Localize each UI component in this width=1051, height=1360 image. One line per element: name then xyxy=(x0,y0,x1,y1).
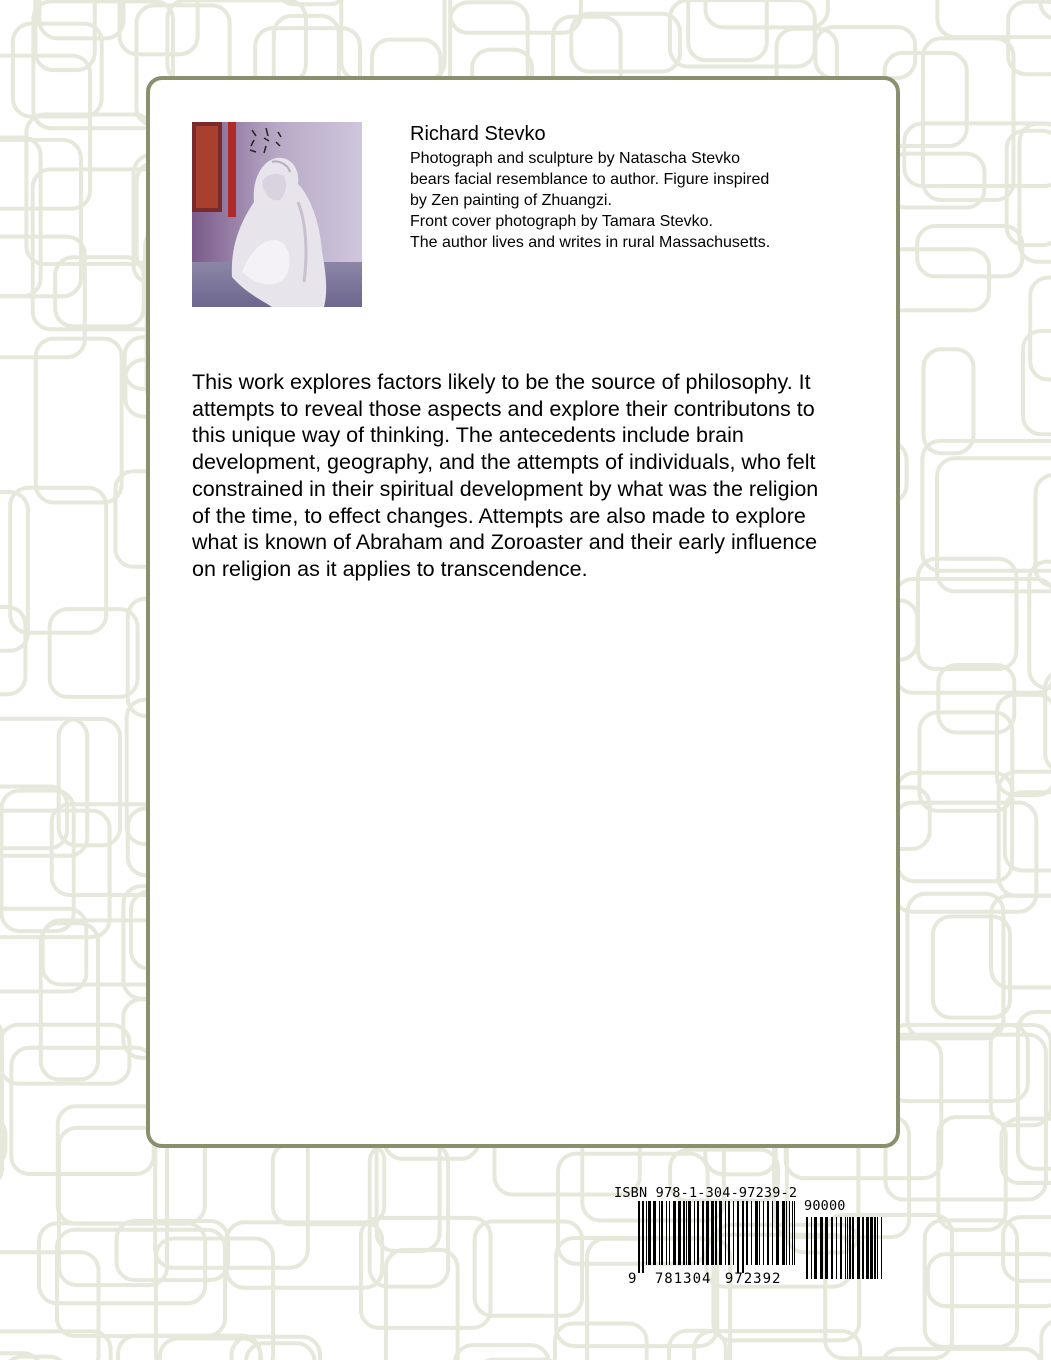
barcode-bar xyxy=(849,1217,851,1279)
barcode-bar xyxy=(786,1201,787,1265)
barcode-bar xyxy=(702,1201,704,1265)
barcode-bar xyxy=(776,1201,779,1265)
barcode-bar xyxy=(870,1217,873,1279)
pattern-shape xyxy=(997,695,1051,795)
author-credit-line: The author lives and writes in rural Massachusetts. xyxy=(410,234,771,251)
barcode-bar xyxy=(782,1201,785,1265)
author-credit-line: by Zen painting of Zhuangzi. xyxy=(410,192,612,209)
author-credit-line: Photograph and sculpture by Natascha Stevko xyxy=(410,150,740,167)
barcode-bar xyxy=(661,1201,663,1265)
barcode-bar xyxy=(772,1201,773,1265)
pattern-shape xyxy=(688,0,767,60)
pattern-shape xyxy=(670,0,815,66)
pattern-shape xyxy=(933,917,1010,1018)
barcode-bar xyxy=(725,1201,726,1265)
ean-right-digits: 972392 xyxy=(724,1271,782,1287)
barcode-bar xyxy=(852,1217,854,1279)
isbn-number: ISBN 978-1-304-97239-2 xyxy=(614,1185,798,1201)
barcode-bar xyxy=(866,1217,869,1279)
barcode-bar xyxy=(666,1201,667,1265)
isbn-barcode xyxy=(614,1185,890,1295)
barcode-bar xyxy=(733,1201,734,1265)
barcode-bar xyxy=(686,1201,687,1265)
barcode-bar xyxy=(836,1217,837,1279)
pattern-shape xyxy=(1001,1119,1051,1183)
barcode-bar xyxy=(737,1201,739,1273)
ean-first-digit: 9 xyxy=(628,1271,638,1287)
barcode-bar xyxy=(794,1201,795,1265)
barcode-bar xyxy=(706,1201,709,1265)
barcode-bar xyxy=(874,1217,876,1279)
barcode-bar xyxy=(742,1201,744,1273)
barcode-bar xyxy=(825,1217,828,1279)
pattern-shape xyxy=(11,1048,153,1174)
barcode-bar xyxy=(862,1217,864,1279)
pattern-shape xyxy=(167,0,306,82)
pattern-shape xyxy=(57,1230,225,1336)
ean-digits xyxy=(628,1271,781,1287)
pattern-shape xyxy=(273,1143,385,1225)
barcode-bar xyxy=(811,1217,812,1279)
pattern-shape xyxy=(50,609,138,697)
pattern-shape xyxy=(1020,124,1051,262)
pattern-shape xyxy=(55,257,144,326)
author-name: Richard Stevko xyxy=(410,123,546,145)
barcode-bar xyxy=(715,1201,717,1265)
pattern-shape xyxy=(1023,331,1051,434)
barcode-bar xyxy=(678,1201,681,1265)
barcode-bar xyxy=(831,1217,833,1279)
pattern-shape xyxy=(0,811,110,938)
barcode-bar xyxy=(877,1217,878,1279)
pattern-shape xyxy=(0,1252,99,1360)
barcode-bar xyxy=(673,1201,676,1265)
barcode-bar xyxy=(847,1217,848,1279)
pattern-shape xyxy=(39,0,123,38)
barcode-bar xyxy=(814,1217,817,1279)
barcode-bar xyxy=(638,1201,640,1273)
barcode-bar xyxy=(688,1201,691,1265)
barcode-bar xyxy=(653,1201,656,1265)
pattern-shape xyxy=(938,1117,1005,1230)
barcode-bar xyxy=(719,1201,722,1265)
ean-left-digits: 781304 xyxy=(654,1271,712,1287)
pattern-shape xyxy=(36,339,122,503)
pattern-shape xyxy=(571,14,680,72)
barcode-bar xyxy=(694,1201,695,1265)
barcode-bar xyxy=(755,1201,758,1265)
barcode-bar xyxy=(648,1201,651,1265)
barcode-bar xyxy=(669,1201,670,1265)
pattern-shape xyxy=(937,0,1051,37)
barcode-bar xyxy=(767,1201,769,1265)
pattern-shape xyxy=(1030,278,1051,380)
author-credit-line: bears facial resemblance to author. Figure inspired xyxy=(410,171,770,188)
author-bio xyxy=(410,122,850,253)
barcode-bar xyxy=(728,1201,730,1265)
pattern-shape xyxy=(0,1025,129,1084)
barcode-bar xyxy=(806,1217,808,1279)
barcode-bar xyxy=(789,1201,790,1265)
author-credit-line: Front cover photograph by Tamara Stevko. xyxy=(410,213,713,230)
barcode-bar xyxy=(697,1201,699,1265)
barcode-bar xyxy=(845,1217,846,1279)
price-addon-number: 90000 xyxy=(804,1198,846,1214)
pattern-shape xyxy=(555,1324,647,1360)
barcode-bar xyxy=(857,1217,860,1279)
pattern-shape xyxy=(120,0,198,54)
pattern-shape xyxy=(924,349,974,453)
barcode-bar xyxy=(840,1217,842,1279)
barcode-bar xyxy=(792,1201,793,1265)
barcode-bar xyxy=(881,1217,882,1279)
barcode-bar xyxy=(711,1201,714,1265)
pattern-shape xyxy=(922,441,1051,571)
pattern-shape xyxy=(41,923,98,1079)
barcode-bar xyxy=(646,1201,647,1265)
barcode-bar xyxy=(751,1201,752,1265)
pattern-shape xyxy=(59,1128,167,1285)
pattern-shape xyxy=(227,1222,383,1288)
barcode-bar xyxy=(642,1201,644,1273)
pattern-shape xyxy=(918,559,1016,669)
book-description: This work explores factors likely to be the source of philosophy. It attempts to reveal those aspects and explore their contributons to this unique way of thinking. The antecedents include brain development, geography, and the attempts of individuals, who felt constrained in their spiritual development by what was the religion of the time, to effect changes. Attempts are also made to explore what is known of Abraham and Zoroaster and their early influence on religion as it applies to transcendence. xyxy=(192,370,819,581)
barcode-bar xyxy=(763,1201,764,1265)
barcode-bar xyxy=(746,1201,748,1265)
pattern-shape xyxy=(991,896,1051,988)
barcode-bar xyxy=(759,1201,760,1265)
author-photo xyxy=(192,122,362,307)
pattern-shape xyxy=(246,1343,314,1360)
barcode-bar xyxy=(683,1201,685,1265)
pattern-shape xyxy=(1041,1320,1051,1360)
barcode-bar xyxy=(820,1217,823,1279)
barcode-bar xyxy=(659,1201,660,1265)
